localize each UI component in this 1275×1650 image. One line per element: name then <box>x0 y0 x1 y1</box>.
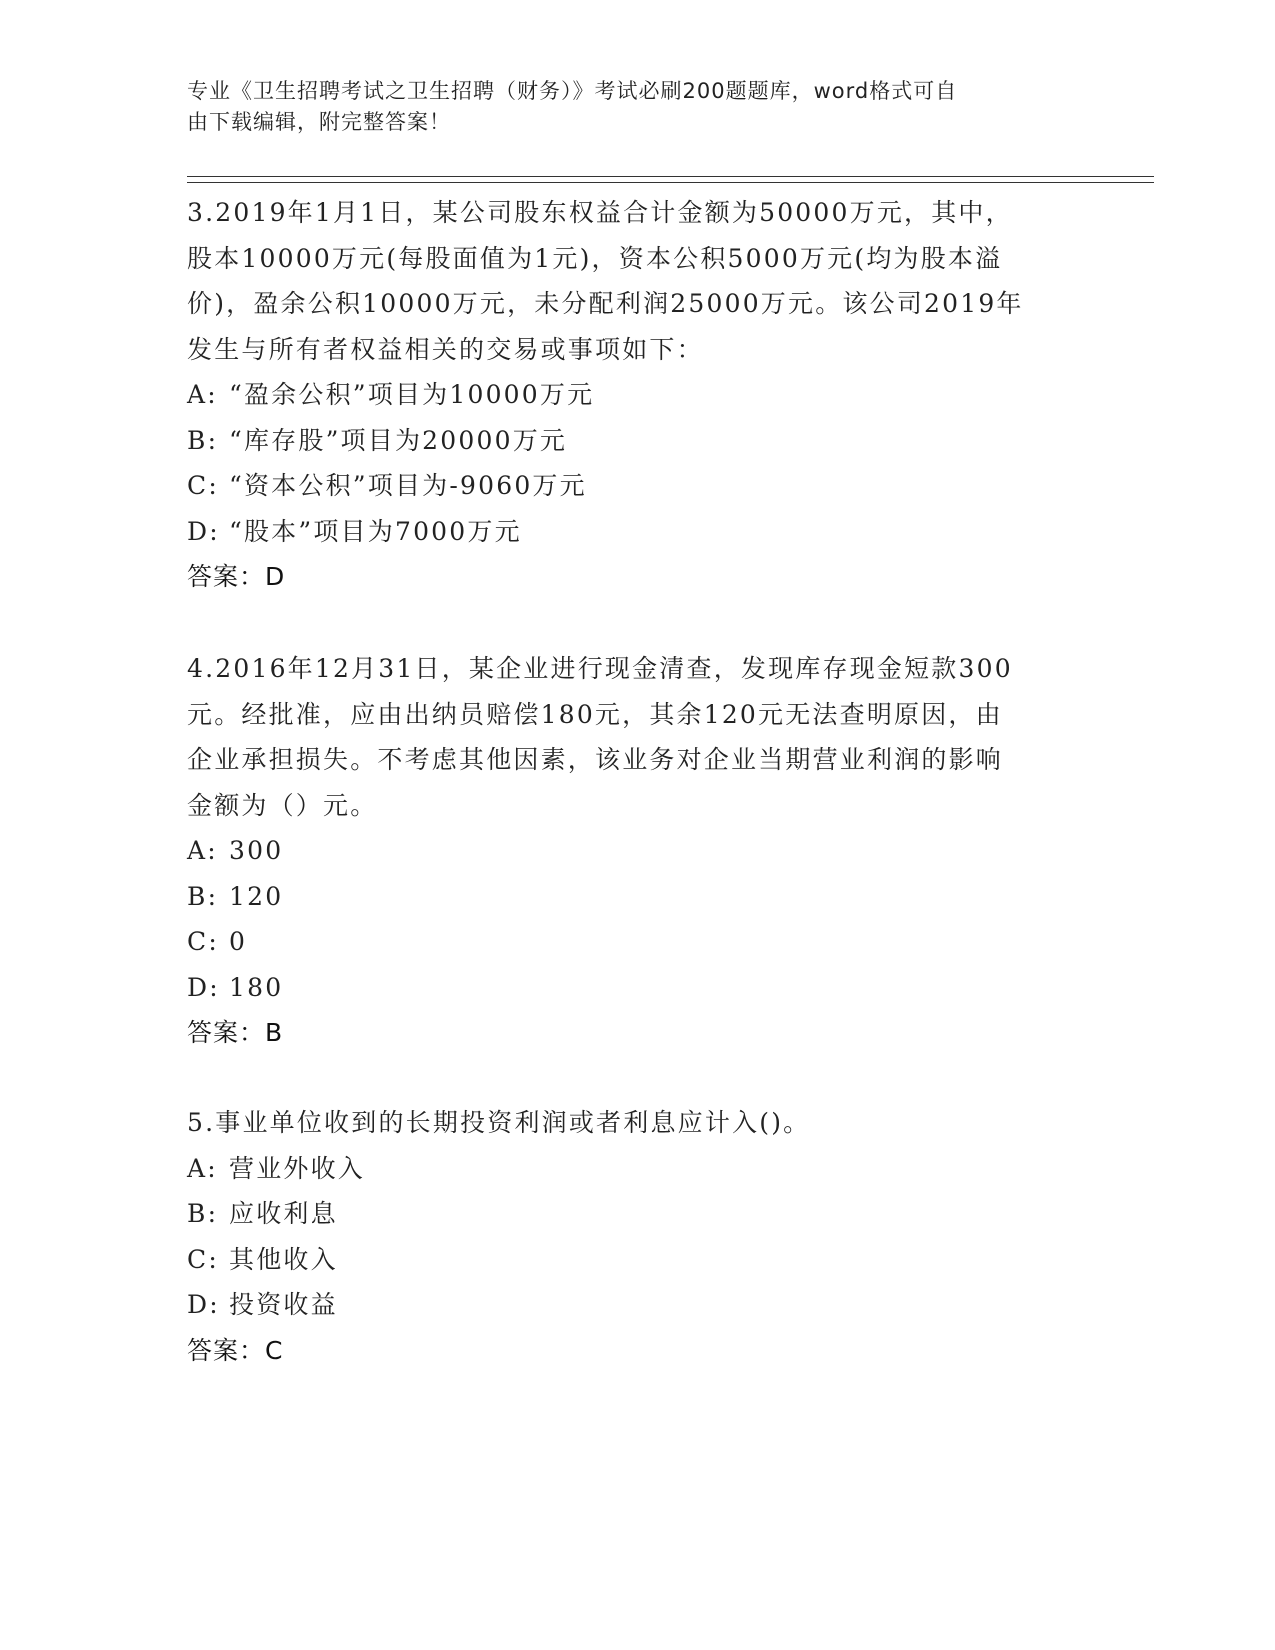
option-letter: D: <box>187 972 220 1002</box>
option-letter: A: <box>187 380 218 409</box>
option-text: 0 <box>229 927 248 956</box>
option-a <box>187 1146 1067 1192</box>
option-letter: A: <box>187 1153 218 1183</box>
option-letter: B: <box>187 1199 219 1228</box>
option-text: 投资收益 <box>229 1290 338 1319</box>
answer-line: 答案：B <box>187 1018 284 1047</box>
option-letter: B: <box>187 881 219 911</box>
header-line-1: 专业《卫生招聘考试之卫生招聘（财务）》考试必刷200题题库，word格式可自 <box>187 79 958 103</box>
option-letter: D: <box>187 1290 220 1319</box>
option-c <box>187 1237 1067 1283</box>
option-letter: C: <box>187 927 219 956</box>
question-stem-line: 4.2016年12月31日，某企业进行现金清查，发现库存现金短款300 <box>187 654 1013 683</box>
option-letter: C: <box>187 1244 219 1274</box>
option-text: “盈余公积”项目为10000万元 <box>229 380 595 409</box>
option-a <box>187 828 1067 874</box>
question-stem-line: 金额为（）元。 <box>187 790 378 820</box>
option-c <box>187 919 1067 965</box>
header-divider-bottom <box>187 182 1154 183</box>
question-stem-line: 元。经批准，应由出纳员赔偿180元，其余120元无法查明原因，由 <box>187 699 1003 729</box>
option-text: “库存股”项目为20000万元 <box>229 425 568 455</box>
question-stem-line: 5.事业单位收到的长期投资利润或者利息应计入()。 <box>187 1108 811 1137</box>
option-a <box>187 372 1067 418</box>
option-text: 180 <box>229 972 284 1002</box>
header-divider-top <box>187 176 1154 177</box>
header-line-2: 由下载编辑，附完整答案！ <box>187 110 451 134</box>
option-letter: B: <box>187 425 219 455</box>
option-text: 其他收入 <box>229 1244 338 1274</box>
option-letter: A: <box>187 836 218 865</box>
question-stem-line: 股本10000万元(每股面值为1元)，资本公积5000万元(均为股本溢 <box>187 243 1003 273</box>
question-stem-line: 3.2019年1月1日，某公司股东权益合计金额为50000万元，其中， <box>187 198 1013 227</box>
answer-line: 答案：D <box>187 562 286 591</box>
option-text: “资本公积”项目为-9060万元 <box>229 471 587 500</box>
answer-line: 答案：C <box>187 1335 284 1365</box>
option-b <box>187 1191 1067 1237</box>
option-d <box>187 509 1067 555</box>
option-text: 300 <box>229 836 284 865</box>
option-c <box>187 463 1067 509</box>
question-4 <box>187 646 1067 1056</box>
question-3 <box>187 190 1067 600</box>
document-header <box>187 76 1087 138</box>
option-letter: C: <box>187 471 219 500</box>
option-d <box>187 1282 1067 1328</box>
option-d <box>187 965 1067 1011</box>
option-text: “股本”项目为7000万元 <box>229 516 522 546</box>
question-5 <box>187 1100 1067 1374</box>
option-b <box>187 418 1067 464</box>
option-text: 营业外收入 <box>229 1153 366 1183</box>
question-stem-line: 价)，盈余公积10000万元，未分配利润25000万元。该公司2019年 <box>187 289 1024 318</box>
option-b <box>187 874 1067 920</box>
option-letter: D: <box>187 516 220 546</box>
option-text: 应收利息 <box>229 1199 338 1228</box>
option-text: 120 <box>229 881 284 911</box>
question-stem-line: 发生与所有者权益相关的交易或事项如下： <box>187 334 704 364</box>
question-stem-line: 企业承担损失。不考虑其他因素，该业务对企业当期营业利润的影响 <box>187 745 1004 774</box>
